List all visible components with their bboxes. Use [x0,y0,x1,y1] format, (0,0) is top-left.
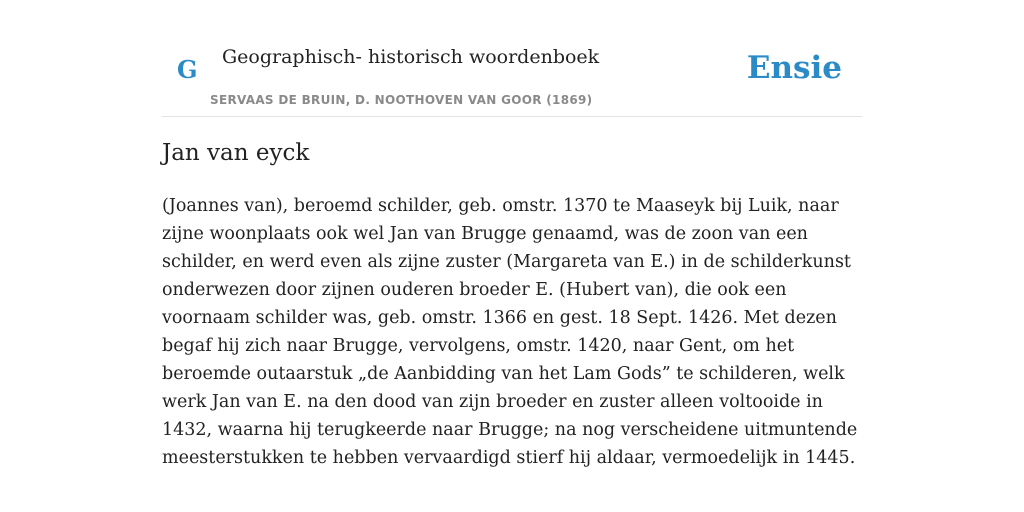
dictionary-title[interactable]: Geographisch- historisch woordenboek [222,46,600,68]
entry-title: Jan van eyck [162,140,310,166]
entry-body: (Joannes van), beroemd schilder, geb. omstr. 1370 te Maaseyk bij Luik, naar zijne woonplaats ook wel Jan van Brugge genaamd, was de zoon van een schilder, en werd even als zijne zuster (Margareta van E.) in de schilderkunst onderwezen door zijnen ouderen broeder E. (Hubert van), die ook een voornaam schilder was, geb. omstr. 1366 en gest. 18 Sept. 1426. Met dezen begaf hij zich naar Brugge, vervolgens, omstr. 1420, naar Gent, om het beroemde outaarstuk „de Aanbidding van het Lam Gods” te schilderen, welk werk Jan van E. na den dood van zijn broeder en zuster alleen voltooide in 1432, waarna hij terugkeerde naar Brugge; na nog verscheidene uitmuntende meesterstukken te hebben vervaardigd stierf hij aldaar, vermoedelijk in 1445. [162,196,858,468]
dictionary-header [162,36,862,117]
ensie-logo[interactable]: Ensie [746,50,842,86]
dictionary-authors: SERVAAS DE BRUIN, D. NOOTHOVEN VAN GOOR (1869) [210,93,593,107]
dictionary-logo-icon[interactable]: G [177,55,198,84]
